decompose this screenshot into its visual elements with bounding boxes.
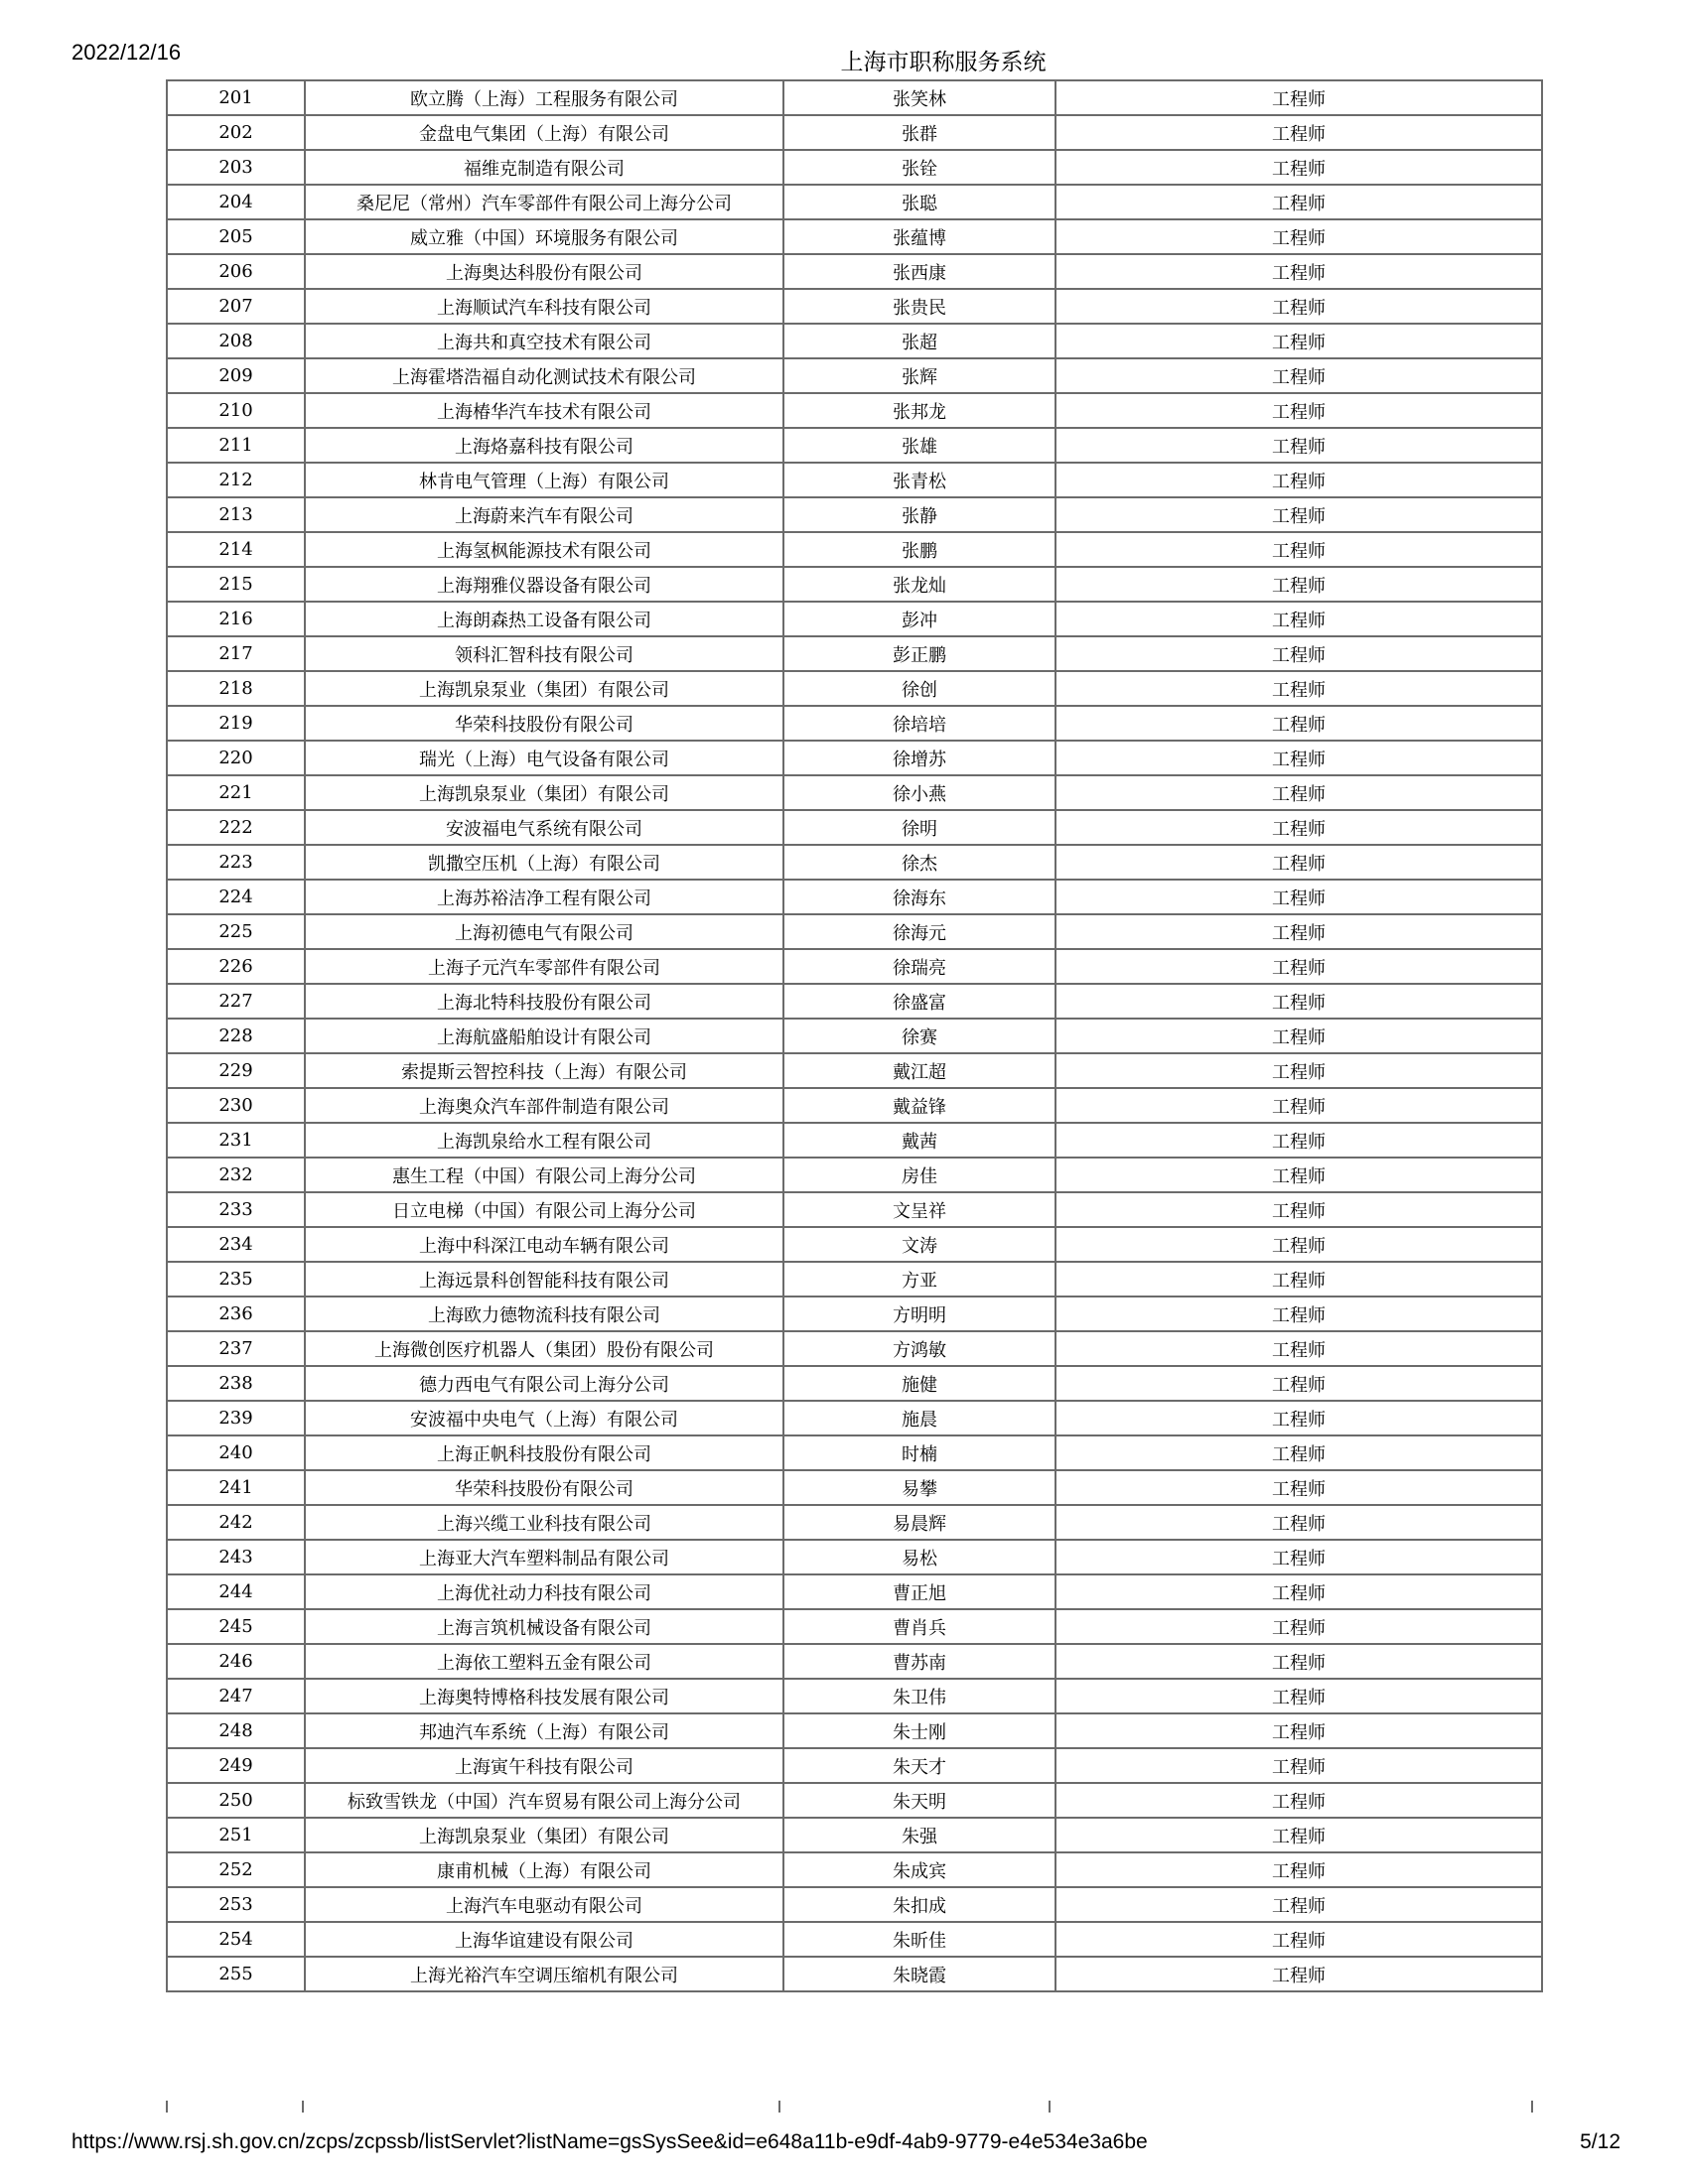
table-row	[167, 1053, 1542, 1088]
row-number-cell: 223	[167, 845, 305, 880]
title-level-cell: 工程师	[1055, 1574, 1542, 1609]
row-number-cell: 204	[167, 185, 305, 219]
person-name-cell: 张聪	[783, 185, 1055, 219]
table-row	[167, 1540, 1542, 1574]
title-level-cell: 工程师	[1055, 1470, 1542, 1505]
title-level-cell: 工程师	[1055, 1783, 1542, 1818]
row-number-cell: 237	[167, 1331, 305, 1366]
row-number-cell: 225	[167, 914, 305, 949]
company-name-cell: 上海微创医疗机器人（集团）股份有限公司	[305, 1331, 783, 1366]
person-name-cell: 施健	[783, 1366, 1055, 1401]
results-table-body	[167, 80, 1542, 1991]
company-name-cell: 凯撒空压机（上海）有限公司	[305, 845, 783, 880]
company-name-cell: 上海航盛船舶设计有限公司	[305, 1019, 783, 1053]
table-row	[167, 984, 1542, 1019]
title-level-cell: 工程师	[1055, 1887, 1542, 1922]
row-number-cell: 224	[167, 880, 305, 914]
person-name-cell: 易松	[783, 1540, 1055, 1574]
person-name-cell: 朱扣成	[783, 1887, 1055, 1922]
table-row	[167, 1227, 1542, 1262]
table-row	[167, 1887, 1542, 1922]
table-row	[167, 115, 1542, 150]
company-name-cell: 上海华谊建设有限公司	[305, 1922, 783, 1957]
company-name-cell: 上海奥达科股份有限公司	[305, 254, 783, 289]
title-level-cell: 工程师	[1055, 671, 1542, 706]
company-name-cell: 上海子元汽车零部件有限公司	[305, 949, 783, 984]
person-name-cell: 张邦龙	[783, 393, 1055, 428]
row-number-cell: 208	[167, 324, 305, 358]
row-number-cell: 255	[167, 1957, 305, 1991]
company-name-cell: 德力西电气有限公司上海分公司	[305, 1366, 783, 1401]
table-row	[167, 775, 1542, 810]
table-row	[167, 636, 1542, 671]
title-level-cell: 工程师	[1055, 567, 1542, 602]
company-name-cell: 上海光裕汽车空调压缩机有限公司	[305, 1957, 783, 1991]
company-name-cell: 林肯电气管理（上海）有限公司	[305, 463, 783, 497]
person-name-cell: 徐赛	[783, 1019, 1055, 1053]
company-name-cell: 上海蔚来汽车有限公司	[305, 497, 783, 532]
title-level-cell: 工程师	[1055, 358, 1542, 393]
company-name-cell: 上海远景科创智能科技有限公司	[305, 1262, 783, 1297]
title-level-cell: 工程师	[1055, 845, 1542, 880]
table-row	[167, 1019, 1542, 1053]
row-number-cell: 247	[167, 1679, 305, 1713]
person-name-cell: 朱强	[783, 1818, 1055, 1852]
person-name-cell: 徐创	[783, 671, 1055, 706]
title-level-cell: 工程师	[1055, 880, 1542, 914]
title-level-cell: 工程师	[1055, 1123, 1542, 1158]
title-level-cell: 工程师	[1055, 1227, 1542, 1262]
title-level-cell: 工程师	[1055, 1505, 1542, 1540]
title-level-cell: 工程师	[1055, 219, 1542, 254]
company-name-cell: 上海共和真空技术有限公司	[305, 324, 783, 358]
table-row	[167, 810, 1542, 845]
company-name-cell: 上海初德电气有限公司	[305, 914, 783, 949]
row-number-cell: 241	[167, 1470, 305, 1505]
person-name-cell: 方明明	[783, 1297, 1055, 1331]
table-row	[167, 1123, 1542, 1158]
title-level-cell: 工程师	[1055, 1435, 1542, 1470]
company-name-cell: 上海寅午科技有限公司	[305, 1748, 783, 1783]
title-level-cell: 工程师	[1055, 324, 1542, 358]
person-name-cell: 徐盛富	[783, 984, 1055, 1019]
title-level-cell: 工程师	[1055, 1748, 1542, 1783]
title-level-cell: 工程师	[1055, 1192, 1542, 1227]
person-name-cell: 朱卫伟	[783, 1679, 1055, 1713]
person-name-cell: 徐培培	[783, 706, 1055, 741]
person-name-cell: 易晨辉	[783, 1505, 1055, 1540]
row-number-cell: 250	[167, 1783, 305, 1818]
title-level-cell: 工程师	[1055, 497, 1542, 532]
company-name-cell: 上海奥特博格科技发展有限公司	[305, 1679, 783, 1713]
company-name-cell: 上海亚大汽车塑料制品有限公司	[305, 1540, 783, 1574]
title-level-cell: 工程师	[1055, 1540, 1542, 1574]
title-level-cell: 工程师	[1055, 1297, 1542, 1331]
title-level-cell: 工程师	[1055, 1818, 1542, 1852]
person-name-cell: 张青松	[783, 463, 1055, 497]
person-name-cell: 曹正旭	[783, 1574, 1055, 1609]
table-row	[167, 1435, 1542, 1470]
person-name-cell: 张龙灿	[783, 567, 1055, 602]
company-name-cell: 上海北特科技股份有限公司	[305, 984, 783, 1019]
title-level-cell: 工程师	[1055, 1644, 1542, 1679]
company-name-cell: 领科汇智科技有限公司	[305, 636, 783, 671]
person-name-cell: 文涛	[783, 1227, 1055, 1262]
row-number-cell: 246	[167, 1644, 305, 1679]
table-row	[167, 1957, 1542, 1991]
table-row	[167, 602, 1542, 636]
row-number-cell: 218	[167, 671, 305, 706]
person-name-cell: 张群	[783, 115, 1055, 150]
person-name-cell: 张鹏	[783, 532, 1055, 567]
row-number-cell: 227	[167, 984, 305, 1019]
person-name-cell: 张蕴博	[783, 219, 1055, 254]
row-number-cell: 231	[167, 1123, 305, 1158]
person-name-cell: 张西康	[783, 254, 1055, 289]
title-level-cell: 工程师	[1055, 1158, 1542, 1192]
company-name-cell: 上海汽车电驱动有限公司	[305, 1887, 783, 1922]
person-name-cell: 文呈祥	[783, 1192, 1055, 1227]
table-row	[167, 1679, 1542, 1713]
table-row	[167, 497, 1542, 532]
company-name-cell: 上海凯泉给水工程有限公司	[305, 1123, 783, 1158]
person-name-cell: 朱士刚	[783, 1713, 1055, 1748]
person-name-cell: 张超	[783, 324, 1055, 358]
row-number-cell: 253	[167, 1887, 305, 1922]
table-row	[167, 393, 1542, 428]
results-table	[166, 79, 1543, 1992]
company-name-cell: 日立电梯（中国）有限公司上海分公司	[305, 1192, 783, 1227]
table-row	[167, 428, 1542, 463]
row-number-cell: 251	[167, 1818, 305, 1852]
row-number-cell: 213	[167, 497, 305, 532]
title-level-cell: 工程师	[1055, 1053, 1542, 1088]
company-name-cell: 威立雅（中国）环境服务有限公司	[305, 219, 783, 254]
table-row	[167, 1574, 1542, 1609]
row-number-cell: 229	[167, 1053, 305, 1088]
person-name-cell: 施晨	[783, 1401, 1055, 1435]
table-row	[167, 1158, 1542, 1192]
title-level-cell: 工程师	[1055, 1922, 1542, 1957]
title-level-cell: 工程师	[1055, 1713, 1542, 1748]
row-number-cell: 207	[167, 289, 305, 324]
person-name-cell: 朱昕佳	[783, 1922, 1055, 1957]
person-name-cell: 张铨	[783, 150, 1055, 185]
table-row	[167, 1922, 1542, 1957]
title-level-cell: 工程师	[1055, 1609, 1542, 1644]
person-name-cell: 徐增苏	[783, 741, 1055, 775]
table-row	[167, 1505, 1542, 1540]
row-number-cell: 210	[167, 393, 305, 428]
person-name-cell: 彭冲	[783, 602, 1055, 636]
person-name-cell: 朱天明	[783, 1783, 1055, 1818]
row-number-cell: 240	[167, 1435, 305, 1470]
table-row	[167, 219, 1542, 254]
company-name-cell: 福维克制造有限公司	[305, 150, 783, 185]
page-number: 5/12	[1580, 2130, 1620, 2153]
title-level-cell: 工程师	[1055, 1957, 1542, 1991]
table-row	[167, 1748, 1542, 1783]
company-name-cell: 上海凯泉泵业（集团）有限公司	[305, 1818, 783, 1852]
company-name-cell: 上海烙嘉科技有限公司	[305, 428, 783, 463]
row-number-cell: 239	[167, 1401, 305, 1435]
title-level-cell: 工程师	[1055, 289, 1542, 324]
title-level-cell: 工程师	[1055, 810, 1542, 845]
title-level-cell: 工程师	[1055, 1262, 1542, 1297]
title-level-cell: 工程师	[1055, 1088, 1542, 1123]
person-name-cell: 房佳	[783, 1158, 1055, 1192]
company-name-cell: 上海苏裕洁净工程有限公司	[305, 880, 783, 914]
table-row	[167, 1609, 1542, 1644]
table-row	[167, 845, 1542, 880]
table-row	[167, 1192, 1542, 1227]
person-name-cell: 方亚	[783, 1262, 1055, 1297]
person-name-cell: 彭正鹏	[783, 636, 1055, 671]
row-number-cell: 244	[167, 1574, 305, 1609]
row-number-cell: 243	[167, 1540, 305, 1574]
row-number-cell: 238	[167, 1366, 305, 1401]
row-number-cell: 203	[167, 150, 305, 185]
row-number-cell: 222	[167, 810, 305, 845]
row-number-cell: 254	[167, 1922, 305, 1957]
row-number-cell: 212	[167, 463, 305, 497]
title-level-cell: 工程师	[1055, 1331, 1542, 1366]
row-number-cell: 248	[167, 1713, 305, 1748]
title-level-cell: 工程师	[1055, 949, 1542, 984]
company-name-cell: 邦迪汽车系统（上海）有限公司	[305, 1713, 783, 1748]
person-name-cell: 徐明	[783, 810, 1055, 845]
person-name-cell: 朱成宾	[783, 1852, 1055, 1887]
table-row	[167, 289, 1542, 324]
row-number-cell: 230	[167, 1088, 305, 1123]
company-name-cell: 华荣科技股份有限公司	[305, 1470, 783, 1505]
company-name-cell: 惠生工程（中国）有限公司上海分公司	[305, 1158, 783, 1192]
person-name-cell: 时楠	[783, 1435, 1055, 1470]
company-name-cell: 上海优社动力科技有限公司	[305, 1574, 783, 1609]
table-border-tail	[302, 2101, 304, 2113]
company-name-cell: 康甫机械（上海）有限公司	[305, 1852, 783, 1887]
company-name-cell: 瑞光（上海）电气设备有限公司	[305, 741, 783, 775]
company-name-cell: 上海兴缆工业科技有限公司	[305, 1505, 783, 1540]
title-level-cell: 工程师	[1055, 428, 1542, 463]
title-level-cell: 工程师	[1055, 150, 1542, 185]
company-name-cell: 安波福电气系统有限公司	[305, 810, 783, 845]
company-name-cell: 上海凯泉泵业（集团）有限公司	[305, 671, 783, 706]
table-row	[167, 880, 1542, 914]
row-number-cell: 242	[167, 1505, 305, 1540]
row-number-cell: 215	[167, 567, 305, 602]
title-level-cell: 工程师	[1055, 984, 1542, 1019]
table-row	[167, 324, 1542, 358]
company-name-cell: 上海言筑机械设备有限公司	[305, 1609, 783, 1644]
company-name-cell: 华荣科技股份有限公司	[305, 706, 783, 741]
table-border-tail	[166, 2101, 168, 2113]
company-name-cell: 上海中科深江电动车辆有限公司	[305, 1227, 783, 1262]
person-name-cell: 方鸿敏	[783, 1331, 1055, 1366]
person-name-cell: 徐杰	[783, 845, 1055, 880]
table-row	[167, 741, 1542, 775]
table-row	[167, 254, 1542, 289]
table-row	[167, 949, 1542, 984]
table-row	[167, 532, 1542, 567]
row-number-cell: 211	[167, 428, 305, 463]
person-name-cell: 张贵民	[783, 289, 1055, 324]
table-row	[167, 1366, 1542, 1401]
person-name-cell: 张雄	[783, 428, 1055, 463]
company-name-cell: 上海顺试汽车科技有限公司	[305, 289, 783, 324]
title-level-cell: 工程师	[1055, 115, 1542, 150]
person-name-cell: 张辉	[783, 358, 1055, 393]
table-border-tail	[1049, 2101, 1051, 2113]
title-level-cell: 工程师	[1055, 706, 1542, 741]
company-name-cell: 金盘电气集团（上海）有限公司	[305, 115, 783, 150]
row-number-cell: 228	[167, 1019, 305, 1053]
title-level-cell: 工程师	[1055, 636, 1542, 671]
title-level-cell: 工程师	[1055, 254, 1542, 289]
row-number-cell: 249	[167, 1748, 305, 1783]
table-row	[167, 1644, 1542, 1679]
row-number-cell: 232	[167, 1158, 305, 1192]
table-row	[167, 150, 1542, 185]
table-row	[167, 671, 1542, 706]
table-row	[167, 567, 1542, 602]
title-level-cell: 工程师	[1055, 463, 1542, 497]
table-row	[167, 1331, 1542, 1366]
company-name-cell: 上海翔雅仪器设备有限公司	[305, 567, 783, 602]
person-name-cell: 易攀	[783, 1470, 1055, 1505]
person-name-cell: 曹苏南	[783, 1644, 1055, 1679]
person-name-cell: 戴益锋	[783, 1088, 1055, 1123]
title-level-cell: 工程师	[1055, 80, 1542, 115]
table-row	[167, 1088, 1542, 1123]
row-number-cell: 205	[167, 219, 305, 254]
table-border-tail	[778, 2101, 780, 2113]
company-name-cell: 上海奥众汽车部件制造有限公司	[305, 1088, 783, 1123]
row-number-cell: 221	[167, 775, 305, 810]
row-number-cell: 236	[167, 1297, 305, 1331]
table-row	[167, 1470, 1542, 1505]
table-row	[167, 80, 1542, 115]
title-level-cell: 工程师	[1055, 185, 1542, 219]
person-name-cell: 徐小燕	[783, 775, 1055, 810]
person-name-cell: 徐海东	[783, 880, 1055, 914]
table-border-tail	[1531, 2101, 1533, 2113]
page-url: https://www.rsj.sh.gov.cn/zcps/zcpssb/listServlet?listName=gsSysSee&id=e648a11b-e9df-4ab9-9779-e4e534e3a6be	[71, 2130, 1148, 2153]
row-number-cell: 220	[167, 741, 305, 775]
person-name-cell: 曹肖兵	[783, 1609, 1055, 1644]
company-name-cell: 上海依工塑料五金有限公司	[305, 1644, 783, 1679]
company-name-cell: 安波福中央电气（上海）有限公司	[305, 1401, 783, 1435]
title-level-cell: 工程师	[1055, 393, 1542, 428]
title-level-cell: 工程师	[1055, 1366, 1542, 1401]
person-name-cell: 张静	[783, 497, 1055, 532]
person-name-cell: 戴江超	[783, 1053, 1055, 1088]
row-number-cell: 206	[167, 254, 305, 289]
person-name-cell: 朱天才	[783, 1748, 1055, 1783]
page-title: 上海市职称服务系统	[840, 50, 1047, 75]
company-name-cell: 欧立腾（上海）工程服务有限公司	[305, 80, 783, 115]
company-name-cell: 标致雪铁龙（中国）汽车贸易有限公司上海分公司	[305, 1783, 783, 1818]
title-level-cell: 工程师	[1055, 1401, 1542, 1435]
table-row	[167, 914, 1542, 949]
row-number-cell: 219	[167, 706, 305, 741]
table-row	[167, 1297, 1542, 1331]
company-name-cell: 上海欧力德物流科技有限公司	[305, 1297, 783, 1331]
row-number-cell: 234	[167, 1227, 305, 1262]
company-name-cell: 桑尼尼（常州）汽车零部件有限公司上海分公司	[305, 185, 783, 219]
title-level-cell: 工程师	[1055, 914, 1542, 949]
title-level-cell: 工程师	[1055, 1852, 1542, 1887]
company-name-cell: 索提斯云智控科技（上海）有限公司	[305, 1053, 783, 1088]
table-row	[167, 1783, 1542, 1818]
table-row	[167, 1401, 1542, 1435]
row-number-cell: 226	[167, 949, 305, 984]
company-name-cell: 上海凯泉泵业（集团）有限公司	[305, 775, 783, 810]
company-name-cell: 上海霍塔浩福自动化测试技术有限公司	[305, 358, 783, 393]
company-name-cell: 上海椿华汽车技术有限公司	[305, 393, 783, 428]
row-number-cell: 235	[167, 1262, 305, 1297]
row-number-cell: 252	[167, 1852, 305, 1887]
person-name-cell: 张笑林	[783, 80, 1055, 115]
row-number-cell: 233	[167, 1192, 305, 1227]
company-name-cell: 上海氢枫能源技术有限公司	[305, 532, 783, 567]
table-row	[167, 1852, 1542, 1887]
table-row	[167, 1713, 1542, 1748]
title-level-cell: 工程师	[1055, 602, 1542, 636]
row-number-cell: 217	[167, 636, 305, 671]
row-number-cell: 245	[167, 1609, 305, 1644]
table-row	[167, 463, 1542, 497]
title-level-cell: 工程师	[1055, 532, 1542, 567]
person-name-cell: 徐海元	[783, 914, 1055, 949]
table-row	[167, 706, 1542, 741]
table-row	[167, 358, 1542, 393]
title-level-cell: 工程师	[1055, 1019, 1542, 1053]
row-number-cell: 214	[167, 532, 305, 567]
title-level-cell: 工程师	[1055, 1679, 1542, 1713]
table-row	[167, 1818, 1542, 1852]
table-row	[167, 185, 1542, 219]
person-name-cell: 戴茜	[783, 1123, 1055, 1158]
title-level-cell: 工程师	[1055, 775, 1542, 810]
company-name-cell: 上海朗森热工设备有限公司	[305, 602, 783, 636]
company-name-cell: 上海正帆科技股份有限公司	[305, 1435, 783, 1470]
row-number-cell: 201	[167, 80, 305, 115]
row-number-cell: 202	[167, 115, 305, 150]
row-number-cell: 209	[167, 358, 305, 393]
person-name-cell: 朱晓霞	[783, 1957, 1055, 1991]
person-name-cell: 徐瑞亮	[783, 949, 1055, 984]
row-number-cell: 216	[167, 602, 305, 636]
title-level-cell: 工程师	[1055, 741, 1542, 775]
results-table-wrapper	[166, 79, 1533, 1992]
table-row	[167, 1262, 1542, 1297]
print-date: 2022/12/16	[71, 40, 182, 65]
